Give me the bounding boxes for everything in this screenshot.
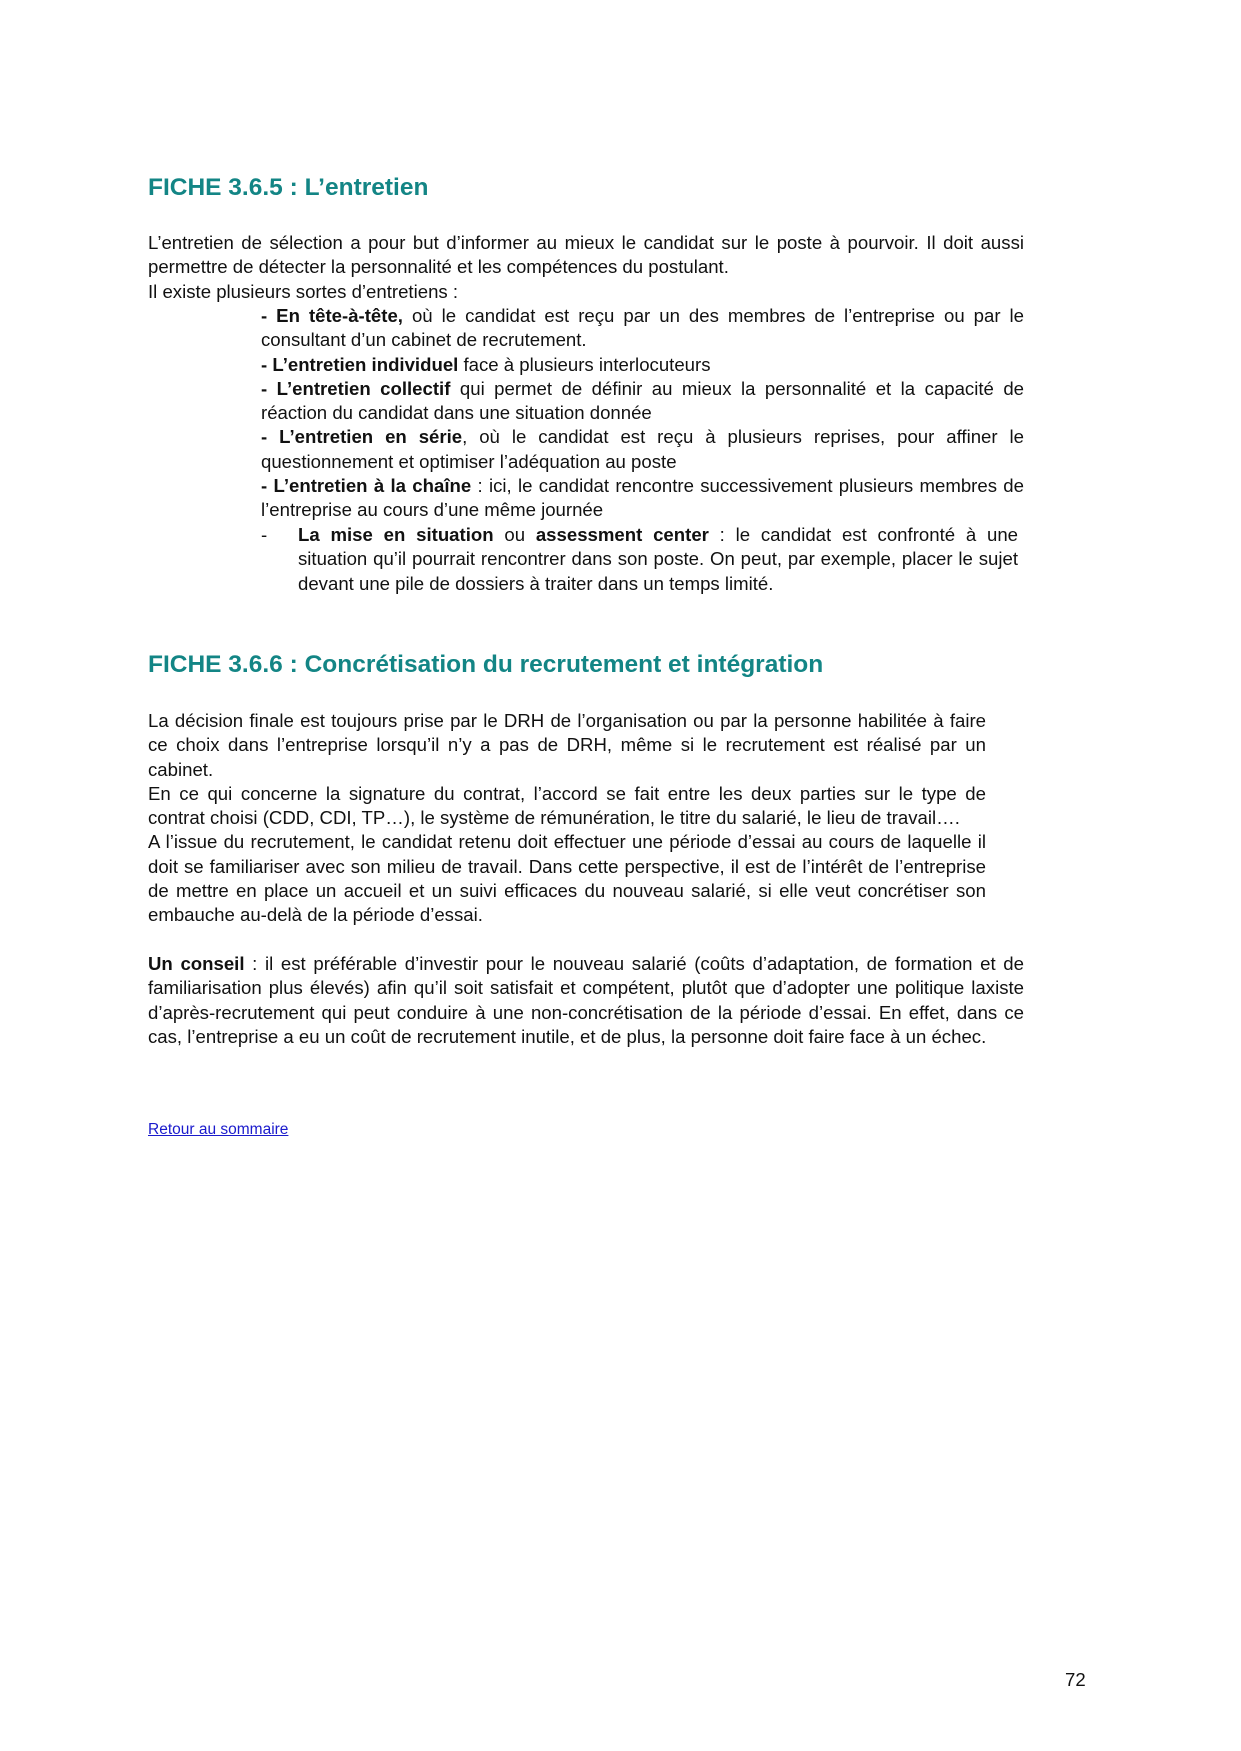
list-item-text: face à plusieurs interlocuteurs [458,353,711,375]
section-title-concretisation: FICHE 3.6.6 : Concrétisation du recrutement et intégration [148,651,824,678]
list-item-text [298,523,1018,596]
paragraph: La décision finale est toujours prise par le DRH de l’organisation ou par la personne habilitée à faire ce choix dans l’entreprise lorsqu’il n’y a pas de DRH, même si le recrutement est réalisé par un cabinet. [148,710,986,780]
list-item-description: : le candidat est confronté à une situation qu’il pourrait rencontrer dans son poste. On peut, par exemple, placer le sujet devant une pile de dossiers à traiter dans un temps limité. [298,524,1018,594]
paragraph: A l’issue du recrutement, le candidat retenu doit effectuer une période d’essai au cours de laquelle il doit se familiariser avec son milieu de travail. Dans cette perspective, il est de l’intérêt de l’entreprise de mettre en place un accueil et un suivi efficaces du nouveau salarié, si elle veut concrétiser son embauche au-delà de la période d’essai. [148,831,986,926]
list-item-label: assessment center [535,524,709,545]
advice-text: : il est préférable d’investir pour le nouveau salarié (coûts d’adaptation, de formation et de familiarisation plus élevés) afin qu’il soit satisfait et compétent, plutôt que d’adopter une politique laxiste d’après-recrutement qui peut conduire à une non-concrétisation de la période d’essai. En effet, dans ce cas, l’entreprise a eu un coût de recrutement inutile, et de plus, la personne doit faire face à un échec. [148,953,1024,1047]
intro-list-lead: Il existe plusieurs sortes d’entretiens : [148,280,459,302]
section-title-entretien: FICHE 3.6.5 : L’entretien [148,174,429,201]
list-item-mise-en-situation [261,523,1024,603]
list-item-label: La mise en situation [298,524,494,545]
list-item-label: - L’entretien individuel [261,353,459,375]
list-item-label: - L’entretien à la chaîne [261,475,472,497]
list-item [261,377,1024,426]
list-dash: - [261,524,268,545]
advice-block [148,952,1024,1049]
list-item-text: , où le candidat est reçu à plusieurs reprises, pour affiner le questionnement et optimiser l’adéquation au poste [261,426,1024,472]
list-item [261,425,1024,474]
interview-types-list [261,304,1024,523]
intro-paragraph: L’entretien de sélection a pour but d’informer au mieux le candidat sur le poste à pourvoir. Il doit aussi permettre de détecter la personnalité et les compétences du postulant. [148,232,1024,278]
list-item-text: : ici, le candidat rencontre successivement plusieurs membres de l’entreprise au cours d’une même journée [261,475,1024,521]
list-item-text: où le candidat est reçu par un des membres de l’entreprise ou par le consultant d’un cabinet de recrutement. [261,305,1024,351]
page-number: 72 [1065,1669,1086,1690]
paragraph: En ce qui concerne la signature du contrat, l’accord se fait entre les deux parties sur le type de contrat choisi (CDD, CDI, TP…), le système de rémunération, le titre du salarié, le lieu de travail…. [148,782,986,829]
list-item-text: qui permet de définir au mieux la personnalité et la capacité de réaction du candidat dans une situation donnée [261,377,1025,424]
list-item-label: - L’entretien en série [261,426,463,448]
list-item-label: - L’entretien collectif [261,377,451,399]
advice-paragraph [148,952,1024,1049]
section2-body [148,709,986,928]
list-item-label: - En tête-à-tête, [261,305,403,326]
list-item [261,304,1024,353]
back-to-summary-link[interactable]: Retour au sommaire [148,1121,289,1138]
advice-label: Un conseil [148,953,245,974]
list-item [261,474,1024,523]
list-item-connector: ou [493,524,536,545]
list-item [261,353,1024,377]
section-intro [148,231,1024,304]
